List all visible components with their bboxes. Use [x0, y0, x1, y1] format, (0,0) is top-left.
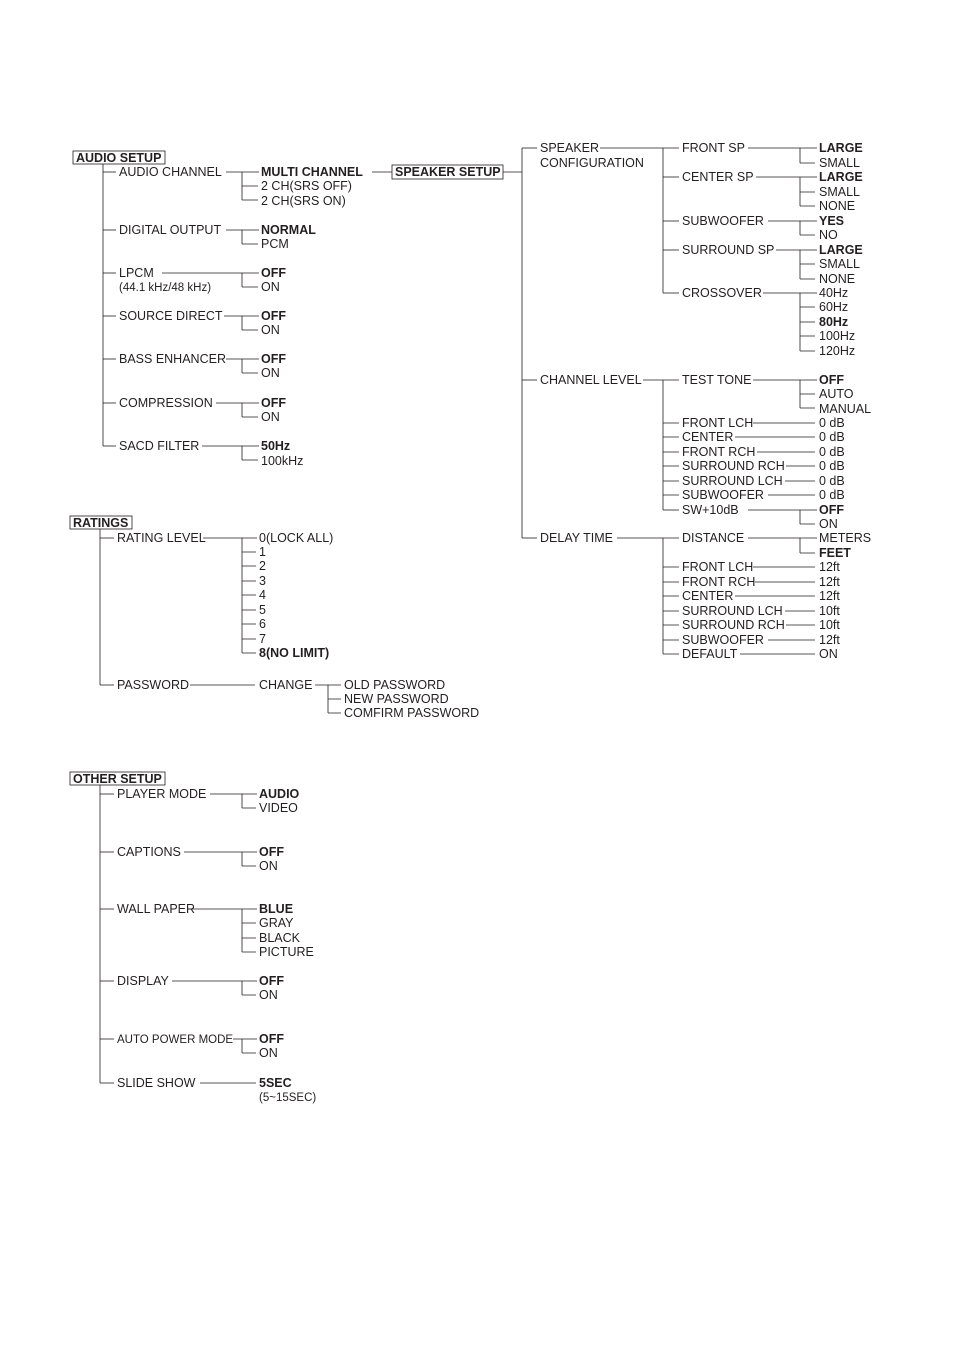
- channel-level-row-value: 0 dB: [819, 416, 845, 430]
- sacd-filter-option: 50Hz: [261, 439, 291, 453]
- crossover-option: 120Hz: [819, 344, 856, 358]
- delay-row-value: 12ft: [819, 560, 840, 574]
- audio-channel-option: 2 CH(SRS OFF): [261, 179, 352, 193]
- rating-level-option: 5: [259, 603, 266, 617]
- rating-level-option: 7: [259, 632, 266, 646]
- lpcm-option: OFF: [261, 266, 286, 280]
- rating-level-option: 1: [259, 545, 266, 559]
- digital-output-label: DIGITAL OUTPUT: [119, 223, 222, 237]
- wall-paper-option: GRAY: [259, 916, 294, 930]
- player-mode-option: VIDEO: [259, 801, 298, 815]
- display-option: OFF: [259, 974, 284, 988]
- other-setup-title: OTHER SETUP: [73, 772, 162, 786]
- center-sp-label: CENTER SP: [682, 170, 754, 184]
- channel-level-row-label: SURROUND LCH: [682, 474, 783, 488]
- sw10db-option: OFF: [819, 503, 844, 517]
- sw10db-label: SW+10dB: [682, 503, 739, 517]
- sacd-filter-label: SACD FILTER: [119, 439, 200, 453]
- other-setup-section: [70, 772, 316, 1104]
- audio-channel-option: 2 CH(SRS ON): [261, 194, 346, 208]
- compression-option: ON: [261, 410, 280, 424]
- test-tone-option: OFF: [819, 373, 844, 387]
- channel-level-label: CHANNEL LEVEL: [540, 373, 642, 387]
- speaker-setup-title: SPEAKER SETUP: [395, 165, 501, 179]
- delay-row-value: 10ft: [819, 604, 840, 618]
- delay-row-label: FRONT LCH: [682, 560, 754, 574]
- captions-option: ON: [259, 859, 278, 873]
- source-direct-label: SOURCE DIRECT: [119, 309, 223, 323]
- ratings-section: [70, 516, 479, 720]
- password-option: NEW PASSWORD: [344, 692, 449, 706]
- front-sp-label: FRONT SP: [682, 141, 745, 155]
- ratings-title: RATINGS: [73, 516, 129, 530]
- rating-level-option: 2: [259, 559, 266, 573]
- delay-row-value: 12ft: [819, 633, 840, 647]
- captions-label: CAPTIONS: [117, 845, 181, 859]
- channel-level-row-value: 0 dB: [819, 430, 845, 444]
- crossover-option: 40Hz: [819, 286, 849, 300]
- sacd-filter-option: 100kHz: [261, 454, 304, 468]
- rating-level-option: 6: [259, 617, 266, 631]
- lpcm-option: ON: [261, 280, 280, 294]
- delay-row-label: SURROUND RCH: [682, 618, 785, 632]
- display-option: ON: [259, 988, 278, 1002]
- captions-option: OFF: [259, 845, 284, 859]
- subwoofer-label: SUBWOOFER: [682, 214, 764, 228]
- delay-row-label: FRONT RCH: [682, 575, 756, 589]
- digital-output-option: NORMAL: [261, 223, 316, 237]
- crossover-label: CROSSOVER: [682, 286, 762, 300]
- center-sp-option: NONE: [819, 199, 856, 213]
- front-sp-option: LARGE: [819, 141, 863, 155]
- channel-level-row-value: 0 dB: [819, 459, 845, 473]
- delay-row-value: 10ft: [819, 618, 840, 632]
- compression-option: OFF: [261, 396, 286, 410]
- speaker-configuration-label: SPEAKER: [540, 141, 600, 155]
- subwoofer-option: NO: [819, 228, 838, 242]
- surround-sp-option: SMALL: [819, 257, 860, 271]
- wall-paper-option: PICTURE: [259, 945, 314, 959]
- surround-sp-option: NONE: [819, 272, 856, 286]
- channel-level-row-value: 0 dB: [819, 488, 845, 502]
- source-direct-option: ON: [261, 323, 280, 337]
- surround-sp-label: SURROUND SP: [682, 243, 775, 257]
- rating-level-label: RATING LEVEL: [117, 531, 206, 545]
- wall-paper-option: BLUE: [259, 902, 294, 916]
- slide-show-label: SLIDE SHOW: [117, 1076, 196, 1090]
- player-mode-option: AUDIO: [259, 787, 300, 801]
- display-label: DISPLAY: [117, 974, 169, 988]
- test-tone-option: AUTO: [819, 387, 854, 401]
- channel-level-row-label: CENTER: [682, 430, 734, 444]
- channel-level-row-label: FRONT LCH: [682, 416, 754, 430]
- rating-level-option: 4: [259, 588, 266, 602]
- channel-level-row-label: SUBWOOFER: [682, 488, 764, 502]
- lpcm-label: LPCM: [119, 266, 154, 280]
- speaker-configuration-label: CONFIGURATION: [540, 156, 644, 170]
- player-mode-label: PLAYER MODE: [117, 787, 207, 801]
- slide-show-value: 5SEC: [259, 1076, 292, 1090]
- center-sp-option: LARGE: [819, 170, 863, 184]
- delay-row-label: SUBWOOFER: [682, 633, 764, 647]
- bass-enhancer-option: OFF: [261, 352, 286, 366]
- surround-sp-option: LARGE: [819, 243, 863, 257]
- distance-option: FEET: [819, 546, 851, 560]
- password-label: PASSWORD: [117, 678, 189, 692]
- test-tone-label: TEST TONE: [682, 373, 752, 387]
- speaker-setup-trunk: [503, 148, 522, 538]
- delay-row-value: 12ft: [819, 575, 840, 589]
- delay-row-value: 12ft: [819, 589, 840, 603]
- subwoofer-option: YES: [819, 214, 845, 228]
- distance-option: METERS: [819, 531, 872, 545]
- sw10db-option: ON: [819, 517, 838, 531]
- rating-level-option: 3: [259, 574, 266, 588]
- rating-level-option: 0(LOCK ALL): [259, 531, 334, 545]
- delay-row-label: DEFAULT: [682, 647, 738, 661]
- bass-enhancer-option: ON: [261, 366, 280, 380]
- crossover-option: 80Hz: [819, 315, 849, 329]
- slide-show-range: (5~15SEC): [259, 1092, 317, 1104]
- source-direct-option: OFF: [261, 309, 286, 323]
- audio-setup-section: [73, 151, 392, 468]
- delay-row-value: ON: [819, 647, 838, 661]
- bass-enhancer-label: BASS ENHANCER: [119, 352, 226, 366]
- test-tone-option: MANUAL: [819, 402, 872, 416]
- auto-power-mode-option: OFF: [259, 1032, 284, 1046]
- password-change-label: CHANGE: [259, 678, 313, 692]
- password-option: OLD PASSWORD: [344, 678, 446, 692]
- speaker-setup-section: [392, 141, 871, 661]
- center-sp-option: SMALL: [819, 185, 860, 199]
- front-sp-option: SMALL: [819, 156, 860, 170]
- digital-output-option: PCM: [261, 237, 289, 251]
- channel-level-row-label: FRONT RCH: [682, 445, 756, 459]
- wall-paper-option: BLACK: [259, 931, 300, 945]
- auto-power-mode-label: AUTO POWER MODE: [117, 1034, 234, 1046]
- auto-power-mode-option: ON: [259, 1046, 278, 1060]
- crossover-option: 100Hz: [819, 329, 856, 343]
- lpcm-sublabel: (44.1 kHz/48 kHz): [119, 282, 212, 294]
- audio-channel-label: AUDIO CHANNEL: [119, 165, 222, 179]
- rating-level-option: 8(NO LIMIT): [259, 646, 330, 660]
- audio-setup-title: AUDIO SETUP: [76, 151, 162, 165]
- wall-paper-label: WALL PAPER: [117, 902, 196, 916]
- audio-channel-option: MULTI CHANNEL: [261, 165, 363, 179]
- delay-row-label: CENTER: [682, 589, 734, 603]
- channel-level-row-value: 0 dB: [819, 445, 845, 459]
- channel-level-row-label: SURROUND RCH: [682, 459, 785, 473]
- password-option: COMFIRM PASSWORD: [344, 706, 480, 720]
- crossover-option: 60Hz: [819, 300, 849, 314]
- delay-time-label: DELAY TIME: [540, 531, 613, 545]
- distance-label: DISTANCE: [682, 531, 745, 545]
- channel-level-row-value: 0 dB: [819, 474, 845, 488]
- compression-label: COMPRESSION: [119, 396, 213, 410]
- delay-row-label: SURROUND LCH: [682, 604, 783, 618]
